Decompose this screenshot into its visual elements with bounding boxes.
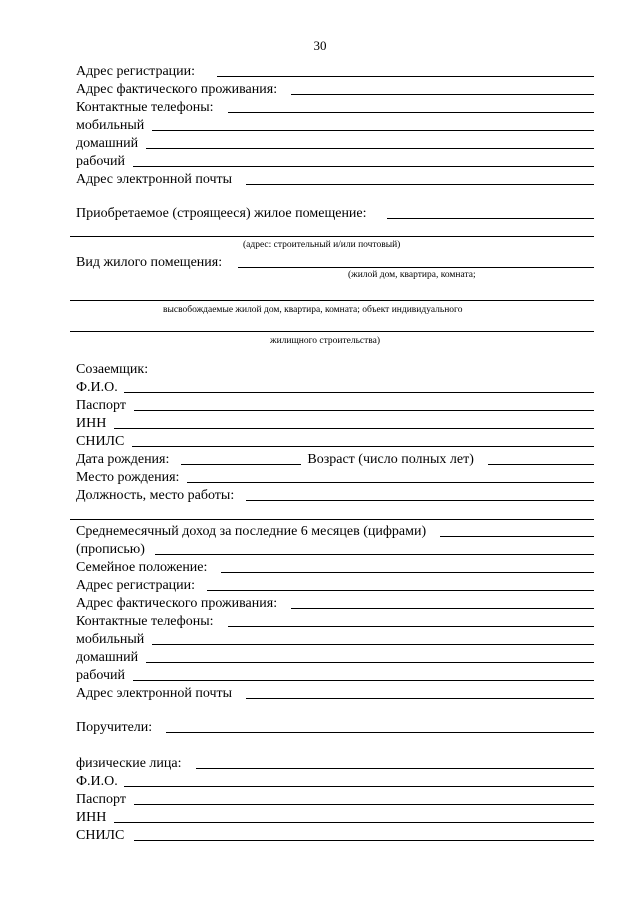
registration-address-field [76,62,594,80]
housing-type-field [76,253,594,271]
acquired-housing-field [76,204,594,222]
individuals-label: физические лица: [76,756,182,771]
coborrower-marital-field [76,558,594,576]
acquired-housing-line[interactable] [387,218,594,219]
registration-address-label: Адрес регистрации: [76,64,196,79]
work-phone-field [76,152,594,170]
coborrower-snils-label: СНИЛС [76,434,125,449]
guarantor-inn-field [76,808,594,826]
guarantor-snils-line[interactable] [134,840,594,841]
coborrower-marital-label: Семейное положение: [76,560,208,575]
coborrower-home-label: домашний [76,650,139,665]
coborrower-actual-address-label: Адрес фактического проживания: [76,596,278,611]
home-phone-line[interactable] [146,148,594,149]
coborrower-actual-address-field [76,594,594,612]
email-field [76,170,594,188]
housing-address-line[interactable] [70,236,594,237]
phones-field [76,98,594,116]
guarantor-snils-label: СНИЛС [76,828,125,843]
coborrower-work-field [76,666,594,684]
guarantor-snils-field [76,826,594,844]
guarantors-label: Поручители: [76,720,153,735]
coborrower-registration-line[interactable] [207,590,594,591]
housing-type-line-2[interactable] [70,300,594,301]
coborrower-income-digits-field [76,522,594,540]
released-housing-note: высвобождаемые жилой дом, квартира, комната; объект индивидуального [163,305,463,315]
coborrower-mobile-label: мобильный [76,632,145,647]
email-label: Адрес электронной почты [76,172,233,187]
coborrower-birth-place-field [76,468,594,486]
coborrower-passport-field [76,396,594,414]
coborrower-actual-address-line[interactable] [291,608,594,609]
coborrower-inn-field [76,414,594,432]
housing-type-note: (жилой дом, квартира, комната; [348,270,476,280]
mobile-phone-label: мобильный [76,118,145,133]
guarantor-fio-field [76,772,594,790]
coborrower-fio-label: Ф.И.О. [76,380,118,395]
actual-address-field [76,80,594,98]
coborrower-registration-field [76,576,594,594]
coborrower-birth-age-field [76,450,594,468]
phones-label: Контактные телефоны: [76,100,214,115]
home-phone-label: домашний [76,136,139,151]
coborrower-snils-line[interactable] [132,446,594,447]
guarantor-inn-label: ИНН [76,810,107,825]
guarantor-inn-line[interactable] [114,822,594,823]
work-phone-line[interactable] [133,166,594,167]
guarantor-passport-label: Паспорт [76,792,126,807]
coborrower-phones-field [76,612,594,630]
coborrower-income-digits-label: Среднемесячный доход за последние 6 месяцев (цифрами) [76,524,427,539]
coborrower-income-words-line[interactable] [155,554,594,555]
guarantors-line[interactable] [166,732,594,733]
coborrower-fio-line[interactable] [124,392,594,393]
coborrower-mobile-field [76,630,594,648]
coborrower-fio-field [76,378,594,396]
coborrower-title-row [76,360,594,378]
coborrower-home-line[interactable] [146,662,594,663]
coborrower-mobile-line[interactable] [152,644,594,645]
coborrower-marital-line[interactable] [221,572,594,573]
coborrower-birth-place-line[interactable] [187,482,594,483]
coborrower-email-line[interactable] [246,698,594,699]
coborrower-title: Созаемщик: [76,362,149,377]
work-phone-label: рабочий [76,154,125,169]
coborrower-position-line-2[interactable] [70,519,594,520]
housing-type-line[interactable] [238,267,594,268]
housing-address-note: (адрес: строительный и/или почтовый) [243,240,401,250]
coborrower-email-label: Адрес электронной почты [76,686,233,701]
coborrower-income-words-label: (прописью) [76,542,145,557]
housing-type-label: Вид жилого помещения: [76,255,223,270]
coborrower-age-label: Возраст (число полных лет) [307,452,474,467]
coborrower-income-words-field [76,540,594,558]
actual-address-label: Адрес фактического проживания: [76,82,278,97]
coborrower-passport-line[interactable] [134,410,594,411]
mobile-phone-field [76,116,594,134]
housing-type-line-3[interactable] [70,331,594,332]
guarantor-fio-label: Ф.И.О. [76,774,118,789]
home-phone-field [76,134,594,152]
coborrower-income-digits-line[interactable] [440,536,594,537]
coborrower-position-field [76,486,594,504]
coborrower-position-line[interactable] [246,500,594,501]
guarantor-passport-field [76,790,594,808]
coborrower-birth-date-line[interactable] [181,464,301,465]
guarantors-field [76,718,594,736]
coborrower-position-label: Должность, место работы: [76,488,235,503]
coborrower-age-line[interactable] [488,464,594,465]
coborrower-passport-label: Паспорт [76,398,126,413]
phones-line[interactable] [228,112,594,113]
guarantor-fio-line[interactable] [124,786,594,787]
coborrower-birth-date-label: Дата рождения: [76,452,170,467]
coborrower-phones-line[interactable] [228,626,594,627]
guarantor-passport-line[interactable] [134,804,594,805]
page-number: 30 [313,38,327,53]
coborrower-work-line[interactable] [133,680,594,681]
coborrower-home-field [76,648,594,666]
coborrower-birth-place-label: Место рождения: [76,470,180,485]
construction-note: жилищного строительства) [270,336,381,346]
registration-address-line[interactable] [217,76,594,77]
coborrower-work-label: рабочий [76,668,125,683]
coborrower-phones-label: Контактные телефоны: [76,614,214,629]
coborrower-inn-label: ИНН [76,416,107,431]
coborrower-registration-label: Адрес регистрации: [76,578,196,593]
individuals-line[interactable] [196,768,595,769]
acquired-housing-label: Приобретаемое (строящееся) жилое помещение: [76,206,367,221]
mobile-phone-line[interactable] [152,130,594,131]
individuals-field [76,754,594,772]
actual-address-line[interactable] [291,94,594,95]
coborrower-snils-field [76,432,594,450]
coborrower-email-field [76,684,594,702]
email-line[interactable] [246,184,594,185]
coborrower-inn-line[interactable] [114,428,594,429]
